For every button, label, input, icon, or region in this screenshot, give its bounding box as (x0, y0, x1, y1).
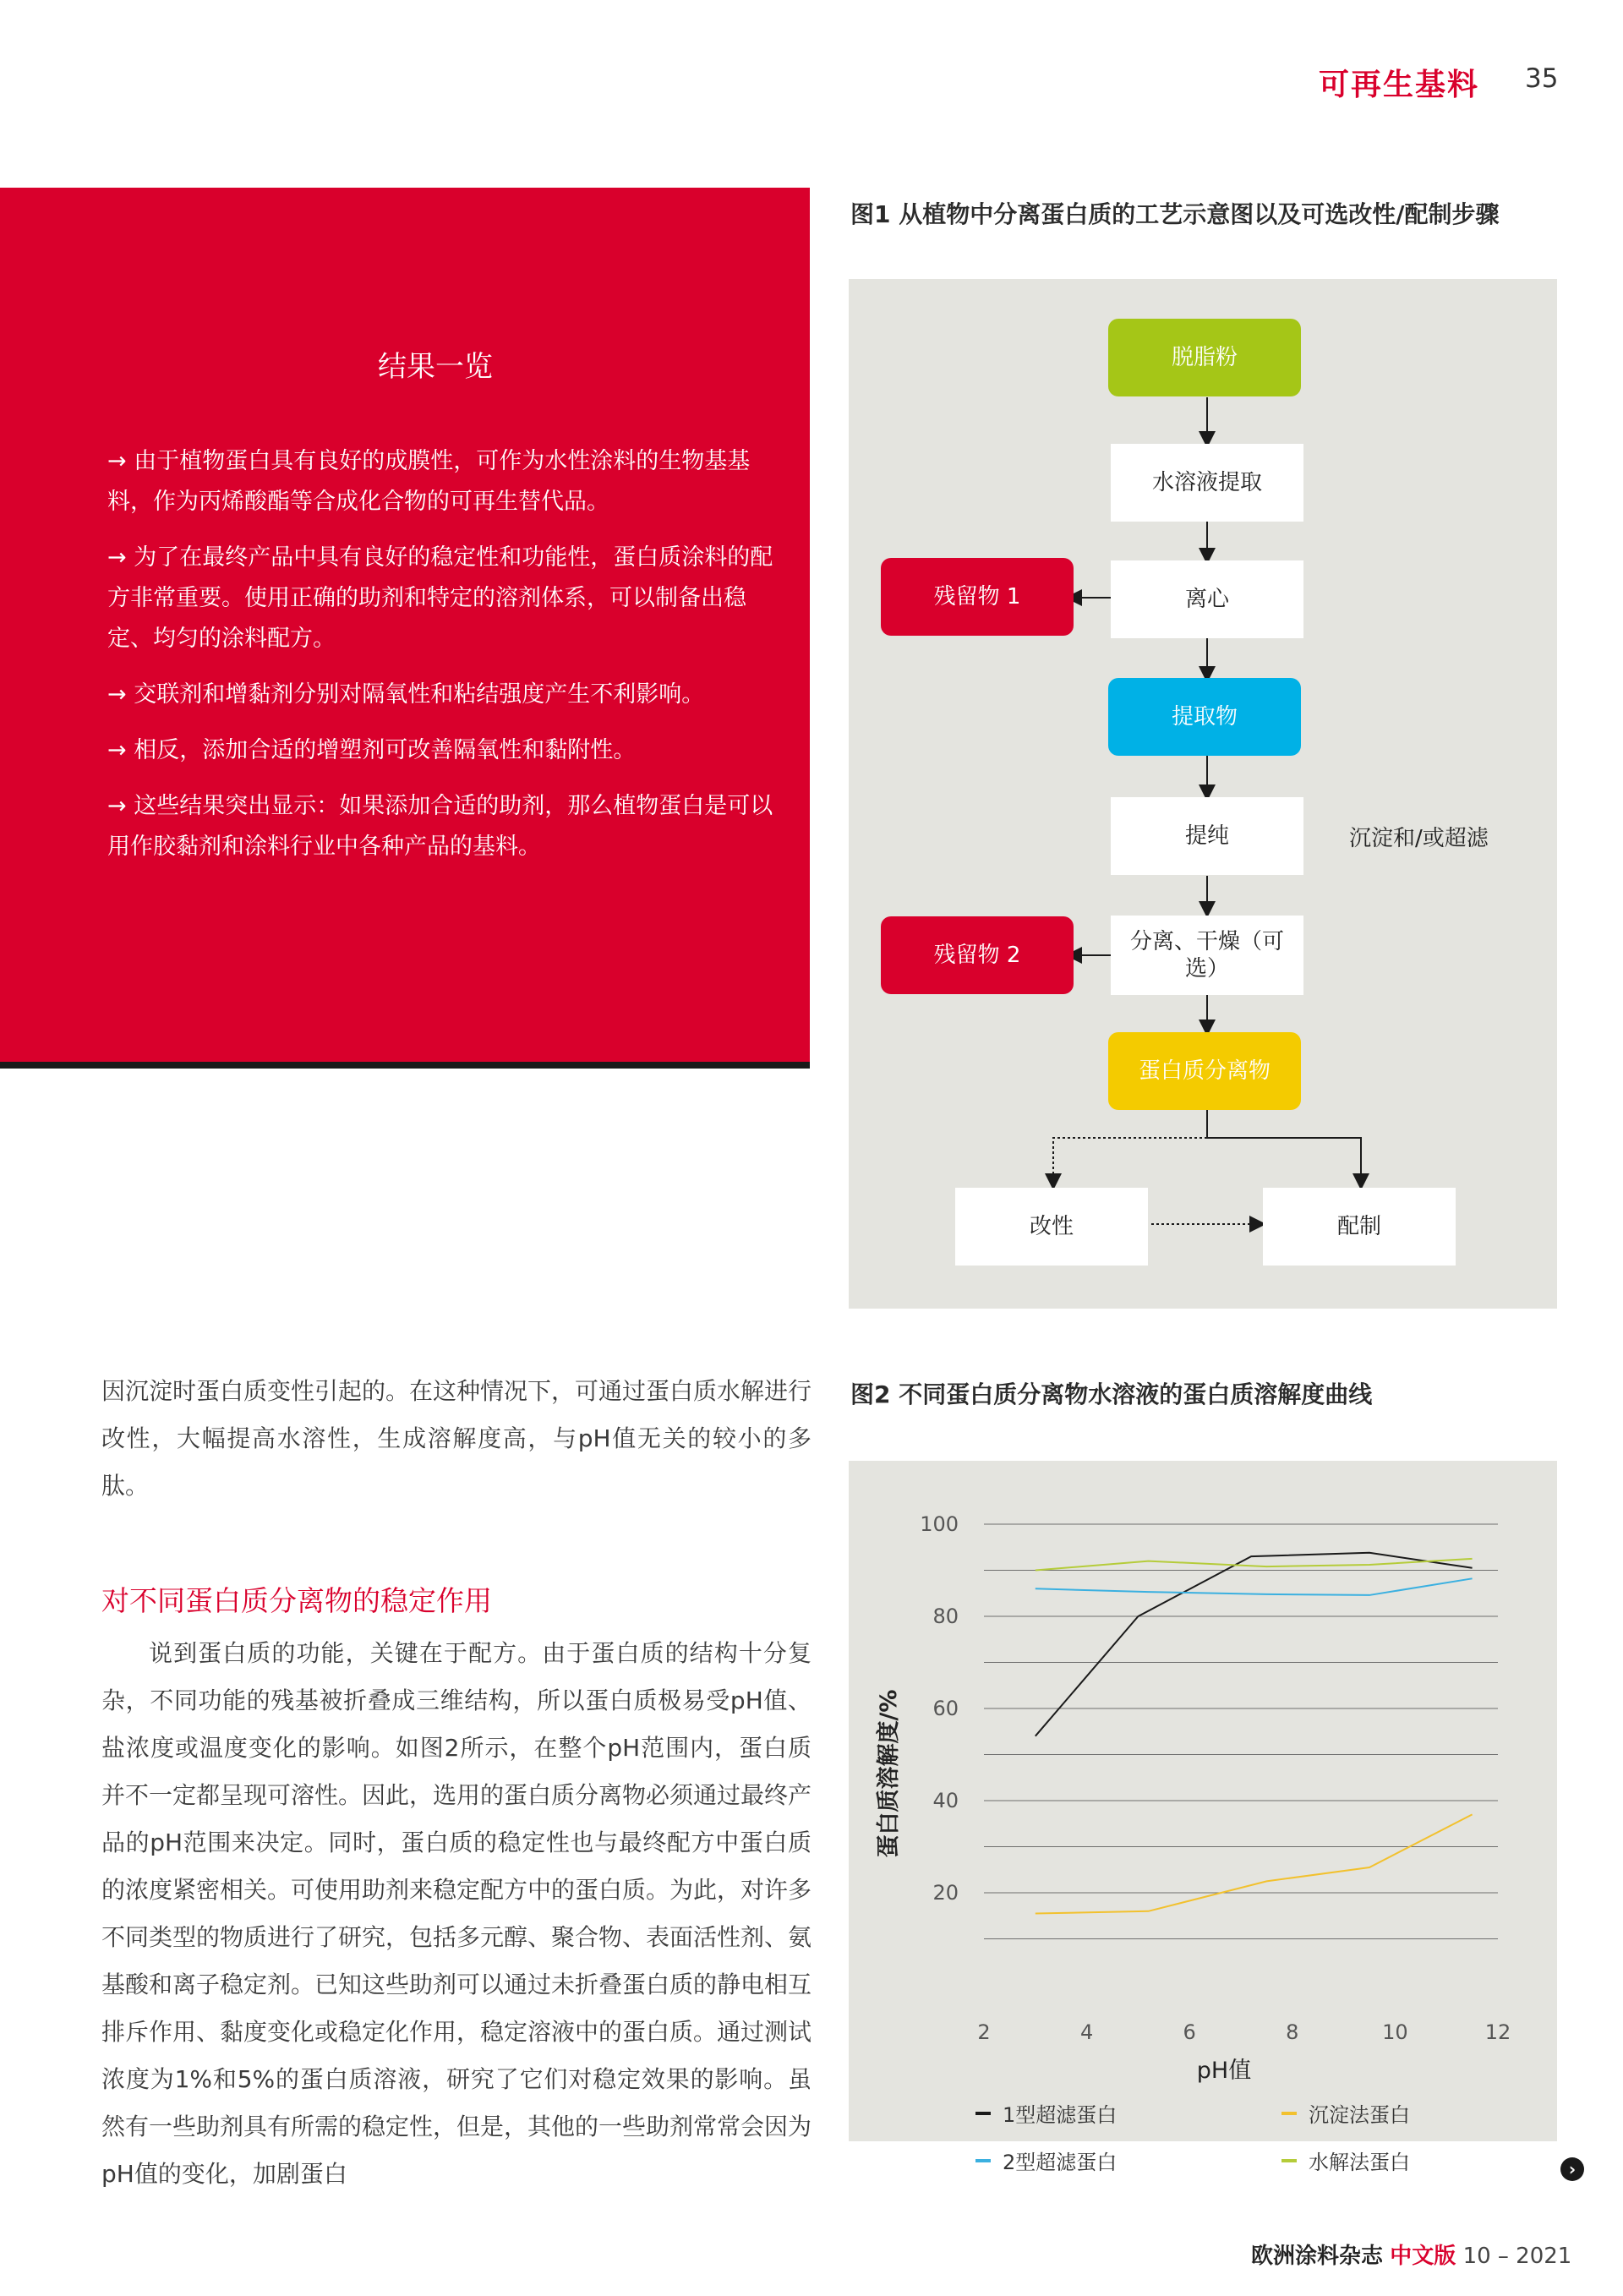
legend-swatch (975, 2112, 991, 2115)
node-aqueous-extraction: 水溶液提取 (1111, 444, 1303, 522)
legend-swatch (1281, 2159, 1297, 2162)
flowchart-connectors (849, 279, 1557, 1309)
y-tick-label: 40 (932, 1789, 959, 1812)
arrow (1053, 1138, 1207, 1187)
summary-title: 结果一览 (378, 350, 493, 384)
page-number: 35 (1525, 63, 1559, 94)
arrow (1207, 1109, 1361, 1187)
y-tick-label: 20 (932, 1881, 959, 1905)
summary-item: → 为了在最终产品中具有良好的稳定性和功能性，蛋白质涂料的配方非常重要。使用正确的助剂和特定的溶剂体系，可以制备出稳定、均匀的涂料配方。 (107, 544, 773, 652)
legend-label: 沉淀法蛋白 (1309, 2103, 1410, 2127)
footer-edition: 中文版 (1390, 2244, 1456, 2269)
x-tick-label: 4 (1079, 2020, 1094, 2044)
figure1-caption: 图1 从植物中分离蛋白质的工艺示意图以及可选改性/配制步骤 (850, 200, 1500, 228)
summary-box (0, 188, 810, 1069)
series-line (1036, 1578, 1473, 1595)
x-axis-label: pH值 (1196, 2058, 1252, 2084)
x-tick-label: 2 (977, 2020, 991, 2044)
figure2-caption: 图2 不同蛋白质分离物水溶液的蛋白质溶解度曲线 (850, 1380, 1373, 1408)
x-tick-label: 10 (1382, 2020, 1408, 2044)
node-centrifuge: 离心 (1111, 560, 1303, 638)
legend-item (975, 2146, 1117, 2175)
y-tick-label: 80 (932, 1604, 959, 1628)
node-modification: 改性 (955, 1188, 1148, 1266)
summary-list (107, 441, 784, 883)
body-paragraph: 因沉淀时蛋白质变性引起的。在这种情况下，可通过蛋白质水解进行改性，大幅提高水溶性，生成溶解度高，与pH值无关的较小的多肽。 (101, 1377, 812, 1500)
footer-magazine: 欧洲涂料杂志 (1251, 2244, 1384, 2269)
y-axis-label: 蛋白质溶解度/% (876, 1689, 902, 1858)
x-tick-label: 8 (1286, 2020, 1299, 2044)
flowchart-panel (849, 279, 1557, 1309)
series-line (1036, 1814, 1473, 1913)
legend-item (1281, 2098, 1410, 2128)
node-separation-drying: 分离、干燥（可选） (1111, 916, 1303, 995)
summary-item: → 由于植物蛋白具有良好的成膜性，可作为水性涂料的生物基基料，作为丙烯酸酯等合成化合物的可再生替代品。 (107, 448, 751, 515)
legend-label: 2型超滤蛋白 (1003, 2151, 1118, 2174)
chart-panel (849, 1461, 1557, 2174)
solubility-chart (849, 1461, 1557, 2141)
legend-label: 水解法蛋白 (1309, 2151, 1410, 2174)
body-paragraph: 说到蛋白质的功能，关键在于配方。由于蛋白质的结构十分复杂，不同功能的残基被折叠成三维结构，所以蛋白质极易受pH值、盐浓度或温度变化的影响。如图2所示，在整个pH范围内，蛋白质并不一定都呈现可溶性。因此，选用的蛋白质分离物必须通过最终产品的pH范围来决定。同时，蛋白质的稳定性也与最终配方中蛋白质的浓度紧密相关。可使用助剂来稳定配方中的蛋白质。为此，对许多不同类型的物质进行了研究，包括多元醇、聚合物、表面活性剂、氨基酸和离子稳定剂。已知这些助剂可以通过未折叠蛋白质的静电相互排斥作用、黏度变化或稳定化作用，稳定溶液中的蛋白质。通过测试浓度为1%和5%的蛋白质溶液，研究了它们对稳定效果的影响。虽然有一些助剂具有所需的稳定性，但是，其他的一些助剂常常会因为pH值的变化，加剧蛋白 (101, 1639, 812, 2188)
legend-item (975, 2098, 1117, 2128)
summary-item: → 这些结果突出显示：如果添加合适的助剂，那么植物蛋白是可以用作胶黏剂和涂料行业中各种产品的基料。 (107, 793, 773, 860)
x-tick-label: 12 (1484, 2020, 1511, 2044)
y-tick-label: 100 (920, 1512, 959, 1536)
summary-item: → 相反，添加合适的增塑剂可改善隔氧性和黏附性。 (107, 737, 637, 763)
node-residue-2: 残留物 2 (881, 916, 1074, 994)
node-formulation: 配制 (1263, 1188, 1456, 1266)
legend-swatch (975, 2159, 991, 2162)
next-page-icon[interactable]: › (1560, 2157, 1584, 2181)
node-purification: 提纯 (1111, 797, 1303, 875)
node-defatted-meal: 脱脂粉 (1108, 319, 1301, 396)
purification-note: 沉淀和/或超滤 (1349, 826, 1489, 851)
section-heading: 对不同蛋白质分离物的稳定作用 (101, 1584, 492, 1617)
series-line (1036, 1559, 1473, 1571)
node-residue-1: 残留物 1 (881, 558, 1074, 636)
y-tick-label: 60 (932, 1697, 959, 1720)
footer (1251, 2239, 1571, 2270)
summary-item: → 交联剂和增黏剂分别对隔氧性和粘结强度产生不利影响。 (107, 681, 705, 708)
legend-label: 1型超滤蛋白 (1003, 2103, 1118, 2127)
legend-item (1281, 2146, 1410, 2175)
x-tick-label: 6 (1183, 2020, 1196, 2044)
section-title: 可再生基料 (1319, 68, 1480, 102)
legend-swatch (1281, 2112, 1297, 2115)
node-protein-isolate: 蛋白质分离物 (1108, 1032, 1301, 1110)
node-extract: 提取物 (1108, 678, 1301, 756)
footer-issue: 10 – 2021 (1462, 2244, 1572, 2269)
